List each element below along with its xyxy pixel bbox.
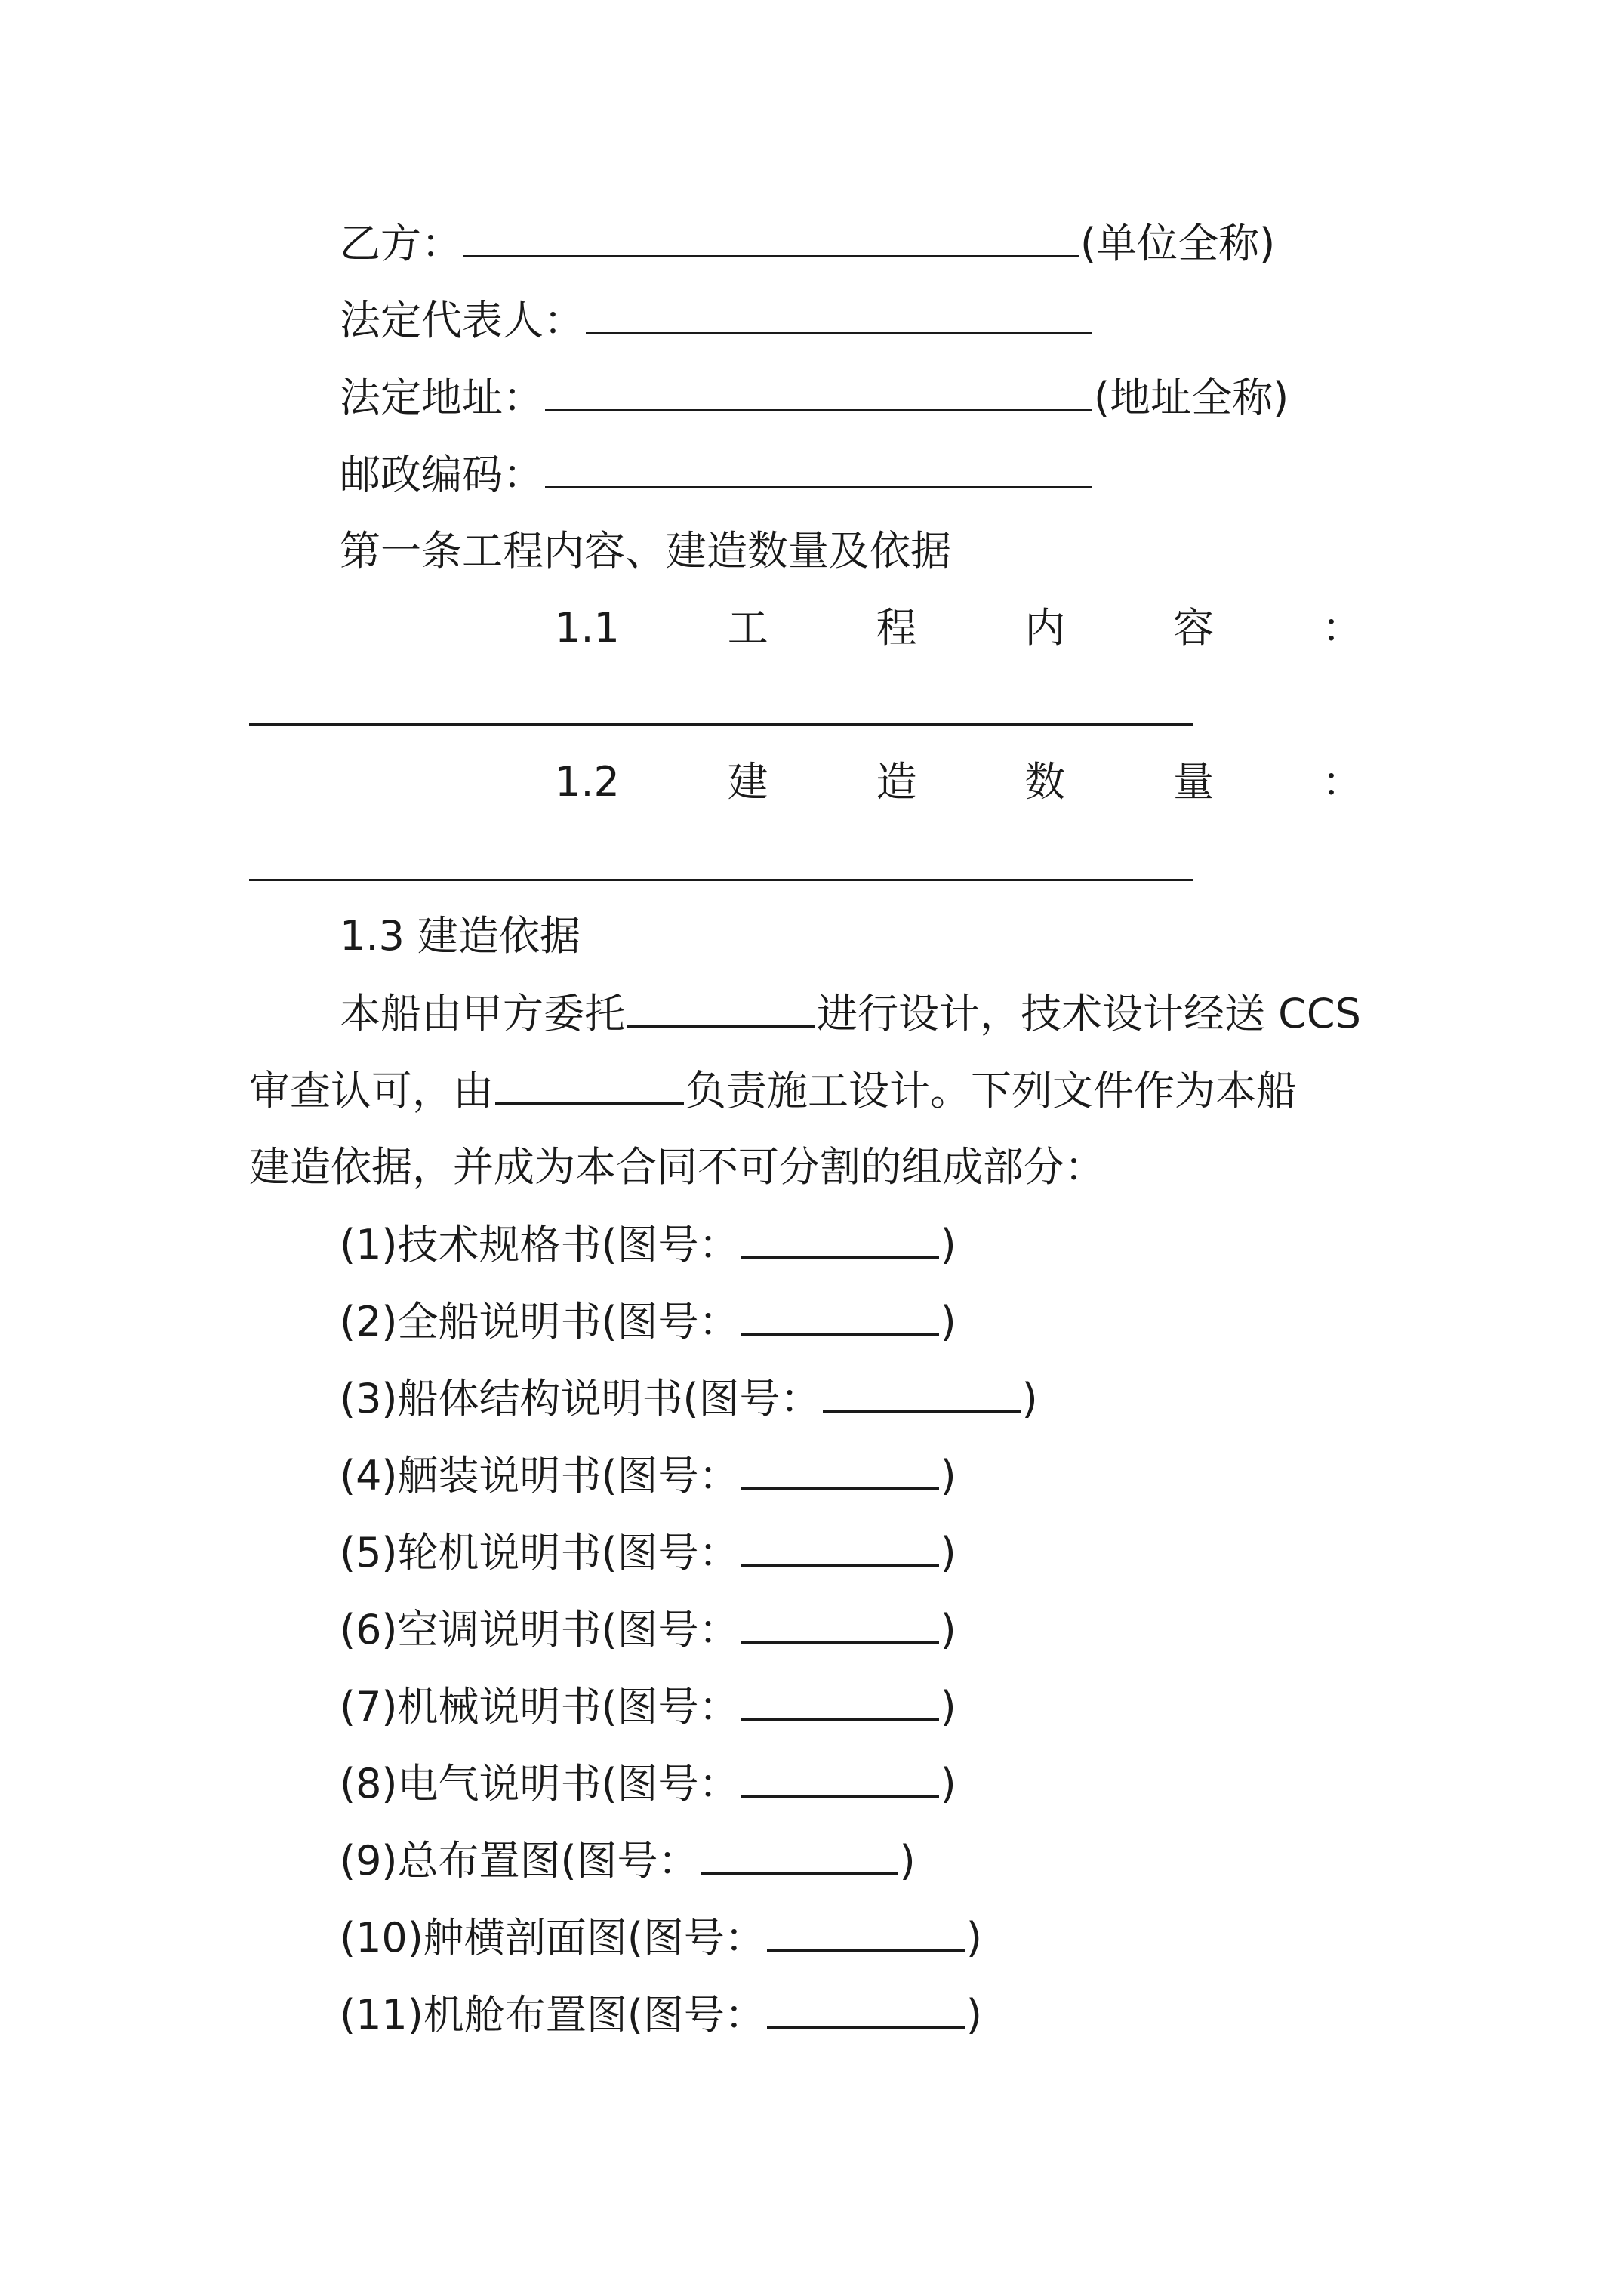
legal-address-blank[interactable] (545, 373, 1092, 411)
basis-para-text: 负责施工设计。下列文件作为本船 (685, 1067, 1297, 1114)
document-close: ) (940, 1529, 956, 1576)
section-1-1-number: 1.1 (555, 604, 620, 652)
legal-address-label: 法定地址： (340, 374, 544, 421)
document-item (340, 1759, 956, 1808)
basis-para-text: 审查认可，由 (249, 1067, 494, 1114)
legal-address-line (340, 373, 1289, 422)
section-1-2-blank[interactable] (249, 879, 1193, 881)
postal-code-blank[interactable] (545, 450, 1092, 488)
section-1-2-char: 量 (1173, 758, 1215, 806)
legal-rep-line (340, 296, 1093, 345)
document-close: ) (940, 1760, 956, 1808)
document-item (340, 1682, 956, 1731)
section-1-2-colon: ： (1321, 758, 1363, 806)
document-label: (10)舯横剖面图(图号： (340, 1914, 765, 1962)
section-1-1-char: 容 (1173, 604, 1215, 652)
drawing-number-blank[interactable] (741, 1220, 939, 1259)
basis-para-line-3: 建造依据，并成为本合同不可分割的组成部分： (249, 1143, 1105, 1191)
section-1-1-colon: ： (1321, 604, 1363, 652)
legal-address-suffix: (地址全称) (1094, 374, 1289, 421)
document-item (340, 1528, 956, 1577)
document-close: ) (940, 1221, 956, 1268)
drawing-number-blank[interactable] (741, 1451, 939, 1490)
section-1-1-line (555, 604, 1363, 652)
document-item (340, 1990, 982, 2039)
party-b-name-line (340, 219, 1275, 268)
drawing-number-blank[interactable] (741, 1759, 939, 1798)
document-item (340, 1220, 956, 1269)
section-1-2-number: 1.2 (555, 758, 620, 806)
document-label: (1)技术规格书(图号： (340, 1221, 740, 1268)
basis-para-text: 本船由甲方委托 (340, 990, 625, 1037)
section-1-1-blank[interactable] (249, 723, 1193, 726)
document-label: (5)轮机说明书(图号： (340, 1529, 740, 1576)
section-1-1-char: 内 (1024, 604, 1066, 652)
document-close: ) (965, 1991, 982, 2039)
section-1-2-char: 数 (1024, 758, 1066, 806)
construction-designer-blank[interactable] (495, 1066, 684, 1105)
article-1-heading: 第一条工程内容、建造数量及依据 (340, 527, 951, 575)
document-close: ) (1021, 1375, 1038, 1422)
document-close: ) (899, 1837, 916, 1885)
document-close: ) (940, 1606, 956, 1653)
document-close: ) (940, 1452, 956, 1499)
document-item (340, 1374, 1038, 1423)
drawing-number-blank[interactable] (741, 1297, 939, 1336)
document-close: ) (940, 1683, 956, 1730)
legal-rep-label: 法定代表人： (340, 297, 584, 344)
section-1-1-char: 工 (727, 604, 768, 652)
basis-para-line-2 (249, 1066, 1297, 1115)
drawing-number-blank[interactable] (701, 1836, 898, 1875)
section-1-2-line (555, 758, 1363, 806)
drawing-number-blank[interactable] (741, 1682, 939, 1721)
document-label: (2)全船说明书(图号： (340, 1298, 740, 1345)
section-1-1-char: 程 (876, 604, 917, 652)
drawing-number-blank[interactable] (741, 1528, 939, 1567)
designer-blank[interactable] (627, 989, 815, 1028)
document-item (340, 1605, 956, 1654)
drawing-number-blank[interactable] (767, 1990, 965, 2029)
party-b-name-label: 乙方： (340, 220, 462, 267)
drawing-number-blank[interactable] (741, 1605, 939, 1644)
document-item (340, 1913, 982, 1962)
basis-para-line-1 (340, 989, 1361, 1038)
postal-code-line (340, 450, 1094, 499)
party-b-name-suffix: (单位全称) (1080, 220, 1276, 267)
document-label: (4)舾装说明书(图号： (340, 1452, 740, 1499)
document-label: (11)机舱布置图(图号： (340, 1991, 765, 2039)
document-item (340, 1297, 956, 1346)
drawing-number-blank[interactable] (767, 1913, 965, 1952)
drawing-number-blank[interactable] (823, 1374, 1021, 1413)
document-close: ) (940, 1298, 956, 1345)
document-item (340, 1451, 956, 1500)
section-1-2-char: 建 (727, 758, 768, 806)
party-b-name-blank[interactable] (463, 219, 1079, 257)
document-label: (9)总布置图(图号： (340, 1837, 699, 1885)
postal-code-label: 邮政编码： (340, 451, 544, 498)
legal-rep-blank[interactable] (586, 296, 1092, 334)
document-label: (7)机械说明书(图号： (340, 1683, 740, 1730)
section-1-3-heading: 1.3 建造依据 (340, 912, 581, 960)
document-label: (8)电气说明书(图号： (340, 1760, 740, 1808)
basis-para-text: 进行设计，技术设计经送 CCS (817, 990, 1361, 1037)
document-label: (3)船体结构说明书(图号： (340, 1375, 821, 1422)
document-item (340, 1836, 916, 1885)
section-1-2-char: 造 (876, 758, 917, 806)
document-label: (6)空调说明书(图号： (340, 1606, 740, 1653)
document-close: ) (965, 1914, 982, 1962)
